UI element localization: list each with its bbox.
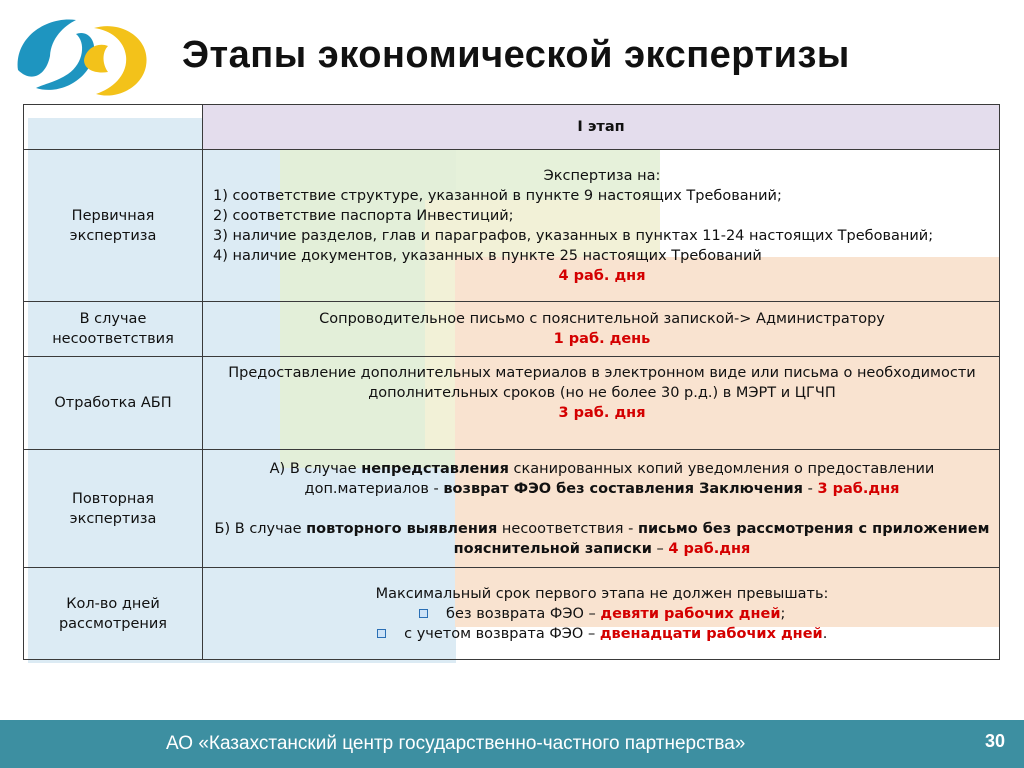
primary-item: 1) соответствие структуре, указанной в пункте 9 настоящих Требований;	[213, 187, 782, 204]
primary-item: 3) наличие разделов, глав и параграфов, указанных в пунктах 11-24 настоящих Требований;	[213, 227, 934, 244]
case-b-text: –	[651, 540, 669, 557]
case-a-text: сканированных копий уведомления о предоставлении доп.материалов -	[304, 460, 935, 497]
table-header-row	[24, 105, 1000, 150]
case-b-term: 4 раб.дня	[668, 540, 751, 557]
table-row	[24, 357, 1000, 450]
primary-item: 4) наличие документов, указанных в пункте 25 настоящих Требований	[213, 247, 762, 264]
stage-header: I этап	[203, 105, 1000, 150]
case-a-text: -	[803, 480, 818, 497]
table-row	[24, 450, 1000, 568]
stages-table	[23, 104, 1000, 660]
bullet-suffix: ;	[780, 605, 786, 622]
checkbox-bullet-icon	[377, 629, 386, 638]
checkbox-bullet-icon	[419, 609, 428, 618]
row-label-abp: Отработка АБП	[24, 357, 203, 450]
bullet-suffix: .	[822, 625, 828, 642]
footer-organization: АО «Казахстанский центр государственно-частного партнерства»	[166, 733, 746, 754]
row-content-mismatch	[203, 302, 1000, 357]
row-content-repeat	[203, 450, 1000, 568]
row-label-days: Кол-во дней рассмотрения	[24, 568, 203, 660]
days-bullet	[213, 604, 991, 624]
bullet-text: с учетом возврата ФЭО –	[404, 625, 600, 642]
row-content-abp	[203, 357, 1000, 450]
repeat-case-b	[213, 519, 991, 559]
bullet-text: без возврата ФЭО –	[446, 605, 601, 622]
abp-term: 3 раб. дня	[558, 405, 646, 421]
case-b-text: несоответствия -	[497, 520, 638, 537]
table-row	[24, 150, 1000, 302]
bullet-term: двенадцати рабочих дней	[599, 625, 823, 642]
page-title: Этапы экономической экспертизы	[182, 34, 850, 76]
repeat-case-a	[213, 459, 991, 499]
days-intro: Максимальный срок первого этапа не должен превышать:	[375, 585, 829, 602]
bullet-term: девяти рабочих дней	[600, 605, 781, 622]
case-a-bold: возврат ФЭО без составления Заключения	[443, 480, 803, 497]
primary-item: 2) соответствие паспорта Инвестиций;	[213, 207, 514, 224]
days-bullet	[213, 624, 991, 644]
table-row	[24, 302, 1000, 357]
row-label-primary: Первичная экспертиза	[24, 150, 203, 302]
table-row	[24, 568, 1000, 660]
row-content-primary	[203, 150, 1000, 302]
header-corner-cell	[24, 105, 203, 150]
case-b-bold: письмо без рассмотрения с приложением пояснительной записки	[453, 520, 990, 557]
mismatch-text: Сопроводительное письмо с пояснительной запиской-> Администратору	[319, 311, 885, 327]
abp-text: Предоставление дополнительных материалов в электронном виде или письма о необходимости дополнительных сроков (но не более 30 р.д.) в МЭРТ и ЦГЧП	[228, 365, 976, 401]
logo-teal-arc	[18, 20, 76, 77]
mismatch-term: 1 раб. день	[553, 331, 651, 347]
row-content-days	[203, 568, 1000, 660]
case-b-text: Б) В случае	[214, 520, 307, 537]
primary-term: 4 раб. дня	[558, 267, 646, 284]
row-label-mismatch: В случае несоответствия	[24, 302, 203, 357]
company-logo	[6, 8, 156, 103]
row-label-repeat: Повторная экспертиза	[24, 450, 203, 568]
case-b-bold: повторного выявления	[306, 520, 498, 537]
case-a-text: А) В случае	[269, 460, 362, 477]
primary-intro: Экспертиза на:	[543, 167, 661, 184]
case-a-bold: непредставления	[361, 460, 509, 477]
case-a-term: 3 раб.дня	[817, 480, 900, 497]
page-number: 30	[985, 731, 1006, 751]
